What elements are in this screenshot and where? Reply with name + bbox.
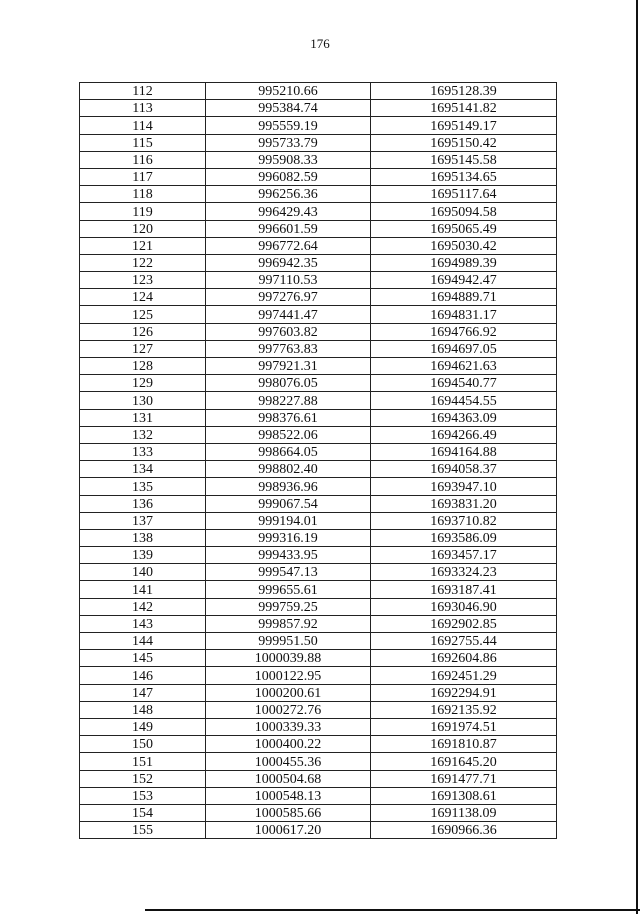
point-number-cell: 119 — [80, 203, 206, 220]
table-row — [80, 203, 557, 220]
table-row — [80, 83, 557, 100]
point-number-cell: 145 — [80, 650, 206, 667]
coordinates-table — [79, 82, 557, 839]
point-number-cell: 113 — [80, 100, 206, 117]
x-coordinate-cell: 996082.59 — [206, 168, 371, 185]
point-number-cell: 112 — [80, 83, 206, 100]
coordinates-table-body — [80, 83, 557, 839]
x-coordinate-cell: 1000455.36 — [206, 753, 371, 770]
y-coordinate-cell: 1694697.05 — [371, 340, 557, 357]
y-coordinate-cell: 1695149.17 — [371, 117, 557, 134]
point-number-cell: 137 — [80, 512, 206, 529]
y-coordinate-cell: 1694454.55 — [371, 392, 557, 409]
y-coordinate-cell: 1692294.91 — [371, 684, 557, 701]
table-row — [80, 753, 557, 770]
table-row — [80, 375, 557, 392]
y-coordinate-cell: 1691138.09 — [371, 804, 557, 821]
point-number-cell: 149 — [80, 718, 206, 735]
y-coordinate-cell: 1692902.85 — [371, 615, 557, 632]
y-coordinate-cell: 1692451.29 — [371, 667, 557, 684]
table-row — [80, 392, 557, 409]
table-row — [80, 598, 557, 615]
x-coordinate-cell: 1000585.66 — [206, 804, 371, 821]
x-coordinate-cell: 997276.97 — [206, 289, 371, 306]
x-coordinate-cell: 998522.06 — [206, 426, 371, 443]
point-number-cell: 116 — [80, 151, 206, 168]
table-row — [80, 340, 557, 357]
point-number-cell: 120 — [80, 220, 206, 237]
point-number-cell: 155 — [80, 822, 206, 839]
table-row — [80, 272, 557, 289]
point-number-cell: 122 — [80, 254, 206, 271]
x-coordinate-cell: 996601.59 — [206, 220, 371, 237]
y-coordinate-cell: 1695150.42 — [371, 134, 557, 151]
table-row — [80, 461, 557, 478]
y-coordinate-cell: 1693324.23 — [371, 564, 557, 581]
x-coordinate-cell: 999067.54 — [206, 495, 371, 512]
table-row — [80, 254, 557, 271]
x-coordinate-cell: 1000617.20 — [206, 822, 371, 839]
table-row — [80, 787, 557, 804]
y-coordinate-cell: 1694058.37 — [371, 461, 557, 478]
table-row — [80, 564, 557, 581]
x-coordinate-cell: 997763.83 — [206, 340, 371, 357]
point-number-cell: 154 — [80, 804, 206, 821]
point-number-cell: 147 — [80, 684, 206, 701]
table-row — [80, 547, 557, 564]
y-coordinate-cell: 1693831.20 — [371, 495, 557, 512]
y-coordinate-cell: 1691974.51 — [371, 718, 557, 735]
y-coordinate-cell: 1695128.39 — [371, 83, 557, 100]
point-number-cell: 114 — [80, 117, 206, 134]
point-number-cell: 121 — [80, 237, 206, 254]
page-number: 176 — [310, 36, 330, 51]
table-row — [80, 495, 557, 512]
point-number-cell: 143 — [80, 615, 206, 632]
y-coordinate-cell: 1691810.87 — [371, 736, 557, 753]
y-coordinate-cell: 1694766.92 — [371, 323, 557, 340]
x-coordinate-cell: 998802.40 — [206, 461, 371, 478]
table-row — [80, 289, 557, 306]
y-coordinate-cell: 1695065.49 — [371, 220, 557, 237]
point-number-cell: 148 — [80, 701, 206, 718]
table-row — [80, 151, 557, 168]
table-row — [80, 237, 557, 254]
x-coordinate-cell: 1000400.22 — [206, 736, 371, 753]
y-coordinate-cell: 1694540.77 — [371, 375, 557, 392]
point-number-cell: 117 — [80, 168, 206, 185]
y-coordinate-cell: 1695145.58 — [371, 151, 557, 168]
table-row — [80, 804, 557, 821]
y-coordinate-cell: 1694889.71 — [371, 289, 557, 306]
table-row — [80, 718, 557, 735]
table-row — [80, 615, 557, 632]
point-number-cell: 133 — [80, 443, 206, 460]
x-coordinate-cell: 999194.01 — [206, 512, 371, 529]
table-row — [80, 822, 557, 839]
table-row — [80, 443, 557, 460]
point-number-cell: 123 — [80, 272, 206, 289]
y-coordinate-cell: 1694831.17 — [371, 306, 557, 323]
x-coordinate-cell: 996256.36 — [206, 186, 371, 203]
table-row — [80, 581, 557, 598]
x-coordinate-cell: 996772.64 — [206, 237, 371, 254]
point-number-cell: 152 — [80, 770, 206, 787]
table-row — [80, 684, 557, 701]
x-coordinate-cell: 1000272.76 — [206, 701, 371, 718]
point-number-cell: 135 — [80, 478, 206, 495]
point-number-cell: 141 — [80, 581, 206, 598]
table-row — [80, 358, 557, 375]
x-coordinate-cell: 999857.92 — [206, 615, 371, 632]
x-coordinate-cell: 999951.50 — [206, 633, 371, 650]
point-number-cell: 128 — [80, 358, 206, 375]
table-row — [80, 117, 557, 134]
x-coordinate-cell: 1000548.13 — [206, 787, 371, 804]
point-number-cell: 153 — [80, 787, 206, 804]
point-number-cell: 129 — [80, 375, 206, 392]
table-row — [80, 650, 557, 667]
point-number-cell: 144 — [80, 633, 206, 650]
x-coordinate-cell: 998664.05 — [206, 443, 371, 460]
x-coordinate-cell: 995733.79 — [206, 134, 371, 151]
point-number-cell: 115 — [80, 134, 206, 151]
x-coordinate-cell: 997441.47 — [206, 306, 371, 323]
y-coordinate-cell: 1692604.86 — [371, 650, 557, 667]
y-coordinate-cell: 1694164.88 — [371, 443, 557, 460]
y-coordinate-cell: 1693947.10 — [371, 478, 557, 495]
x-coordinate-cell: 998376.61 — [206, 409, 371, 426]
point-number-cell: 124 — [80, 289, 206, 306]
point-number-cell: 126 — [80, 323, 206, 340]
y-coordinate-cell: 1695134.65 — [371, 168, 557, 185]
x-coordinate-cell: 999759.25 — [206, 598, 371, 615]
y-coordinate-cell: 1693457.17 — [371, 547, 557, 564]
table-row — [80, 529, 557, 546]
point-number-cell: 146 — [80, 667, 206, 684]
x-coordinate-cell: 997603.82 — [206, 323, 371, 340]
table-row — [80, 667, 557, 684]
point-number-cell: 138 — [80, 529, 206, 546]
table-row — [80, 220, 557, 237]
x-coordinate-cell: 1000339.33 — [206, 718, 371, 735]
table-row — [80, 633, 557, 650]
table-row — [80, 736, 557, 753]
y-coordinate-cell: 1693710.82 — [371, 512, 557, 529]
y-coordinate-cell: 1695141.82 — [371, 100, 557, 117]
x-coordinate-cell: 996429.43 — [206, 203, 371, 220]
table-row — [80, 100, 557, 117]
point-number-cell: 151 — [80, 753, 206, 770]
x-coordinate-cell: 997921.31 — [206, 358, 371, 375]
point-number-cell: 127 — [80, 340, 206, 357]
y-coordinate-cell: 1694621.63 — [371, 358, 557, 375]
table-row — [80, 323, 557, 340]
point-number-cell: 150 — [80, 736, 206, 753]
x-coordinate-cell: 1000200.61 — [206, 684, 371, 701]
y-coordinate-cell: 1691477.71 — [371, 770, 557, 787]
point-number-cell: 134 — [80, 461, 206, 478]
x-coordinate-cell: 1000504.68 — [206, 770, 371, 787]
y-coordinate-cell: 1695117.64 — [371, 186, 557, 203]
x-coordinate-cell: 999547.13 — [206, 564, 371, 581]
x-coordinate-cell: 995210.66 — [206, 83, 371, 100]
point-number-cell: 140 — [80, 564, 206, 581]
point-number-cell: 139 — [80, 547, 206, 564]
x-coordinate-cell: 1000122.95 — [206, 667, 371, 684]
x-coordinate-cell: 1000039.88 — [206, 650, 371, 667]
x-coordinate-cell: 998227.88 — [206, 392, 371, 409]
table-row — [80, 168, 557, 185]
scan-edge-right — [636, 0, 638, 914]
x-coordinate-cell: 995384.74 — [206, 100, 371, 117]
y-coordinate-cell: 1691645.20 — [371, 753, 557, 770]
x-coordinate-cell: 996942.35 — [206, 254, 371, 271]
scan-edge-bottom — [145, 909, 640, 911]
table-row — [80, 409, 557, 426]
table-row — [80, 478, 557, 495]
table-row — [80, 426, 557, 443]
y-coordinate-cell: 1695094.58 — [371, 203, 557, 220]
y-coordinate-cell: 1692755.44 — [371, 633, 557, 650]
point-number-cell: 136 — [80, 495, 206, 512]
y-coordinate-cell: 1691308.61 — [371, 787, 557, 804]
x-coordinate-cell: 995559.19 — [206, 117, 371, 134]
x-coordinate-cell: 998076.05 — [206, 375, 371, 392]
x-coordinate-cell: 997110.53 — [206, 272, 371, 289]
y-coordinate-cell: 1693187.41 — [371, 581, 557, 598]
y-coordinate-cell: 1690966.36 — [371, 822, 557, 839]
y-coordinate-cell: 1694942.47 — [371, 272, 557, 289]
x-coordinate-cell: 999655.61 — [206, 581, 371, 598]
y-coordinate-cell: 1693046.90 — [371, 598, 557, 615]
y-coordinate-cell: 1694989.39 — [371, 254, 557, 271]
y-coordinate-cell: 1692135.92 — [371, 701, 557, 718]
x-coordinate-cell: 995908.33 — [206, 151, 371, 168]
y-coordinate-cell: 1694363.09 — [371, 409, 557, 426]
point-number-cell: 125 — [80, 306, 206, 323]
y-coordinate-cell: 1694266.49 — [371, 426, 557, 443]
table-row — [80, 186, 557, 203]
point-number-cell: 131 — [80, 409, 206, 426]
point-number-cell: 132 — [80, 426, 206, 443]
x-coordinate-cell: 998936.96 — [206, 478, 371, 495]
table-row — [80, 134, 557, 151]
y-coordinate-cell: 1695030.42 — [371, 237, 557, 254]
x-coordinate-cell: 999316.19 — [206, 529, 371, 546]
table-row — [80, 306, 557, 323]
table-row — [80, 701, 557, 718]
point-number-cell: 118 — [80, 186, 206, 203]
y-coordinate-cell: 1693586.09 — [371, 529, 557, 546]
table-row — [80, 770, 557, 787]
point-number-cell: 142 — [80, 598, 206, 615]
point-number-cell: 130 — [80, 392, 206, 409]
table-row — [80, 512, 557, 529]
x-coordinate-cell: 999433.95 — [206, 547, 371, 564]
